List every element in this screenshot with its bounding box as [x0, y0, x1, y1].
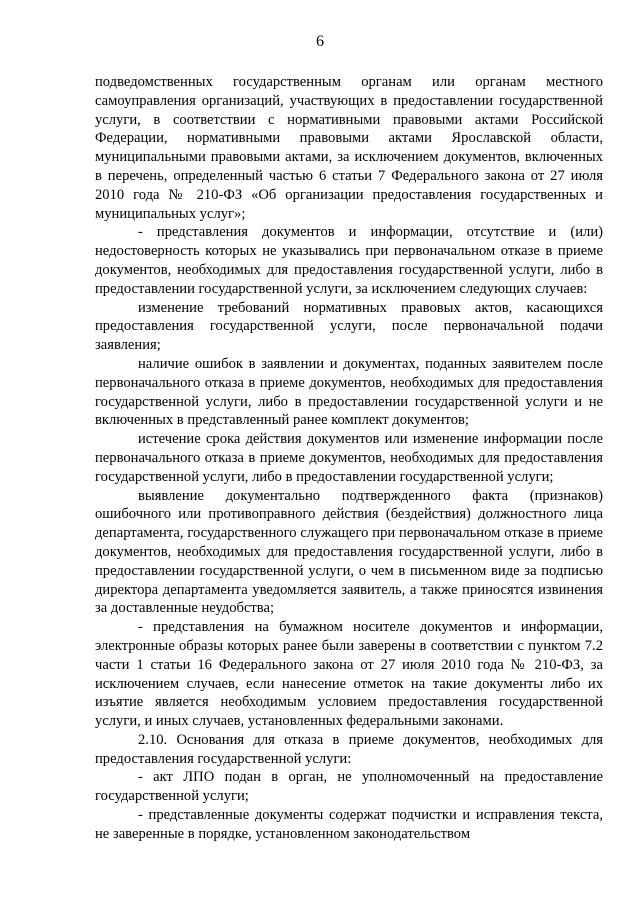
paragraph-list-item: - представления документов и информации, отсутствие и (или) недостоверность которых не указывались при первоначальном отказе в приеме документов, необходимых для предоставления государственной услуги, либо в предоставлении государственной услуги, за исключением следующих случаев:: [95, 224, 603, 297]
paragraph-section-heading: 2.10. Основания для отказа в приеме документов, необходимых для предоставления государственной услуги:: [95, 731, 603, 767]
paragraph-exception-case: истечение срока действия документов или изменение информации после первоначального отказа в приеме документов, необходимых для предоставления государственной услуги, либо в предоставлении государственной услуги;: [95, 431, 603, 485]
paragraph-list-item: - представления на бумажном носителе документов и информации, электронные образы которых ранее были заверены в соответствии с пунктом 7.2 части 1 статьи 16 Федерального закона от 27 июля 2010 года № 210-ФЗ, за исключением случаев, если нанесение отметок на такие документы либо их изъятие является необходимым условием предоставления государственной услуги, и иных случаев, установленных федеральными законами.: [95, 619, 603, 730]
paragraph-exception-case: выявление документально подтвержденного факта (признаков) ошибочного или противоправного действия (бездействия) должностного лица департамента, государственного служащего при первоначальном отказе в приеме документов, необходимых для предоставления государственной услуги, либо в предоставлении государственной услуги, о чем в письменном виде за подписью директора департамента уведомляется заявитель, а также приносятся извинения за доставленные неудобства;: [95, 487, 603, 617]
paragraph-exception-case: изменение требований нормативных правовых актов, касающихся предоставления государственной услуги, после первоначальной подачи заявления;: [95, 299, 603, 354]
paragraph-continuation: подведомственных государственным органам или органам местного самоуправления организаций, участвующих в предоставлении государственной услуги, в соответствии с нормативными правовыми актами Российской Федерации, нормативными правовыми актами Ярославской области, муниципальными правовыми актами, за исключением документов, включенных в перечень, определенный частью 6 статьи 7 Федерального закона от 27 июля 2010 года № 210-ФЗ «Об организации предоставления государственных и муниципальных услуг»;: [95, 74, 603, 222]
document-body: [95, 73, 603, 844]
paragraph-list-item: - представленные документы содержат подчистки и исправления текста, не заверенные в порядке, установленном законодательством: [95, 807, 603, 842]
page-number: 6: [316, 33, 324, 50]
paragraph-exception-case: наличие ошибок в заявлении и документах, поданных заявителем после первоначального отказа в приеме документов, необходимых для предоставления государственной услуги, либо в предоставлении государственной услуги и не включенных в представленный ранее комплект документов;: [95, 355, 603, 429]
paragraph-list-item: - акт ЛПО подан в орган, не уполномоченный на предоставление государственной услуги;: [95, 769, 603, 805]
